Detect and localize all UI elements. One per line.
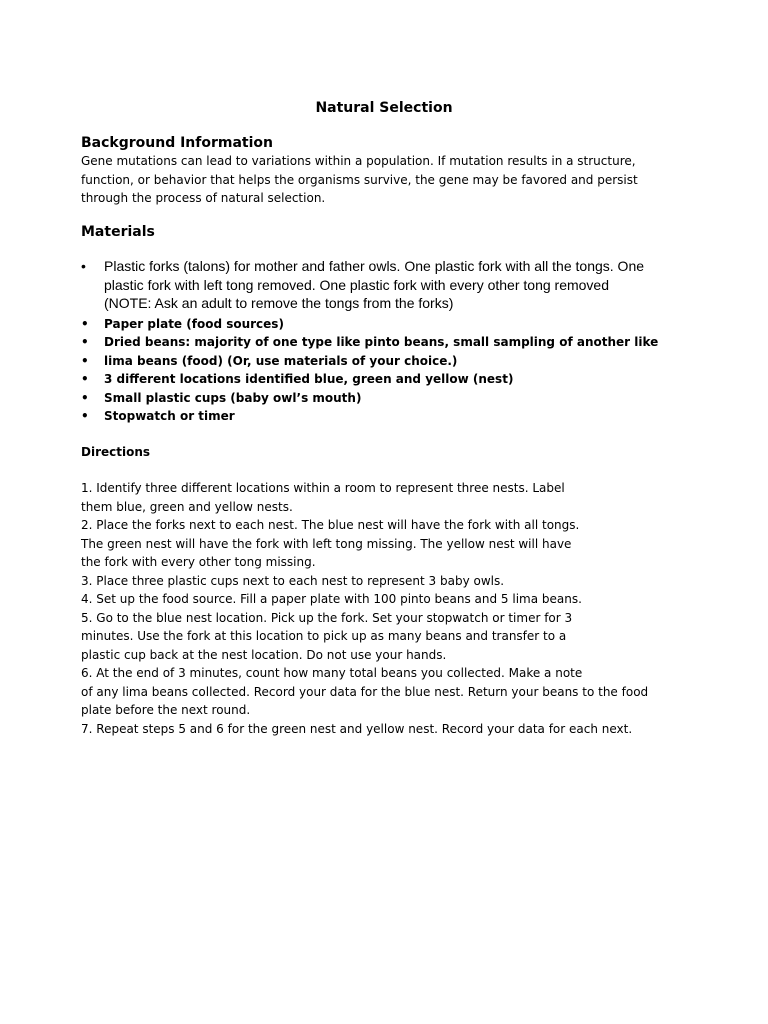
materials-item [81,333,701,352]
materials-item-text: lima beans (food) (Or, use materials of your choice.) [104,353,458,368]
directions-line: The green nest will have the fork with left tong missing. The yellow nest will have [81,536,572,551]
directions-line: 4. Set up the food source. Fill a paper plate with 100 pinto beans and 5 lima beans. [81,592,582,606]
page-title: Natural Selection [315,100,453,116]
materials-item-text: Small plastic cups (baby owl’s mouth) [104,390,362,405]
materials-item-line: (NOTE: Ask an adult to remove the tongs from the forks) [104,295,454,311]
bullet-marker: • [81,390,89,405]
materials-item-text: Stopwatch or timer [104,409,235,423]
bullet-marker: • [81,335,89,349]
directions-line: them blue, green and yellow nests. [81,499,293,514]
directions-line: 3. Place three plastic cups next to each nest to represent 3 baby owls. [81,573,505,588]
materials-item [81,352,701,371]
directions-line: of any lima beans collected. Record your data for the blue nest. Return your beans to the food [81,684,649,699]
materials-item-text: Paper plate (food sources) [104,316,284,331]
bullet-marker: • [81,353,89,368]
materials-list [81,257,701,426]
directions-line: plastic cup back at the nest location. Do not use your hands. [81,647,447,662]
background-line: through the process of natural selection. [81,191,326,205]
materials-item [81,315,701,334]
directions-line: the fork with every other tong missing. [81,555,316,569]
background-paragraph [81,152,681,208]
bullet-marker: • [81,258,86,274]
materials-item-line: plastic fork with left tong removed. One plastic fork with every other tong removed [104,276,610,293]
materials-item-text: 3 different locations identified blue, green and yellow (nest) [104,372,514,386]
background-line: function, or behavior that helps the organisms survive, the gene may be favored and persist [81,172,638,187]
directions-line: 2. Place the forks next to each nest. The blue nest will have the fork with all tongs. [81,518,580,532]
bullet-marker: • [81,409,89,423]
materials-item-text: Dried beans: majority of one type like pinto beans, small sampling of another like [104,335,659,349]
materials-item [81,407,701,426]
directions-line: plate before the next round. [81,703,251,717]
materials-item [81,389,701,408]
directions-line: 7. Repeat steps 5 and 6 for the green nest and yellow nest. Record your data for each next. [81,721,633,736]
directions-line: 1. Identify three different locations within a room to represent three nests. Label [81,481,565,495]
materials-item-line: Plastic forks (talons) for mother and father owls. One plastic fork with all the tongs. One [104,258,645,274]
directions-line: 5. Go to the blue nest location. Pick up the fork. Set your stopwatch or timer for 3 [81,610,573,625]
background-heading: Background Information [81,135,274,151]
background-line: Gene mutations can lead to variations within a population. If mutation results in a structure, [81,154,636,168]
bullet-marker: • [81,372,89,386]
directions-line: minutes. Use the fork at this location to pick up as many beans and transfer to a [81,629,567,643]
materials-heading: Materials [81,224,155,240]
bullet-marker: • [81,316,89,331]
materials-item [81,370,701,389]
materials-item [81,257,701,313]
directions-text [81,479,701,738]
directions-heading: Directions [81,445,151,459]
directions-line: 6. At the end of 3 minutes, count how many total beans you collected. Make a note [81,666,583,680]
